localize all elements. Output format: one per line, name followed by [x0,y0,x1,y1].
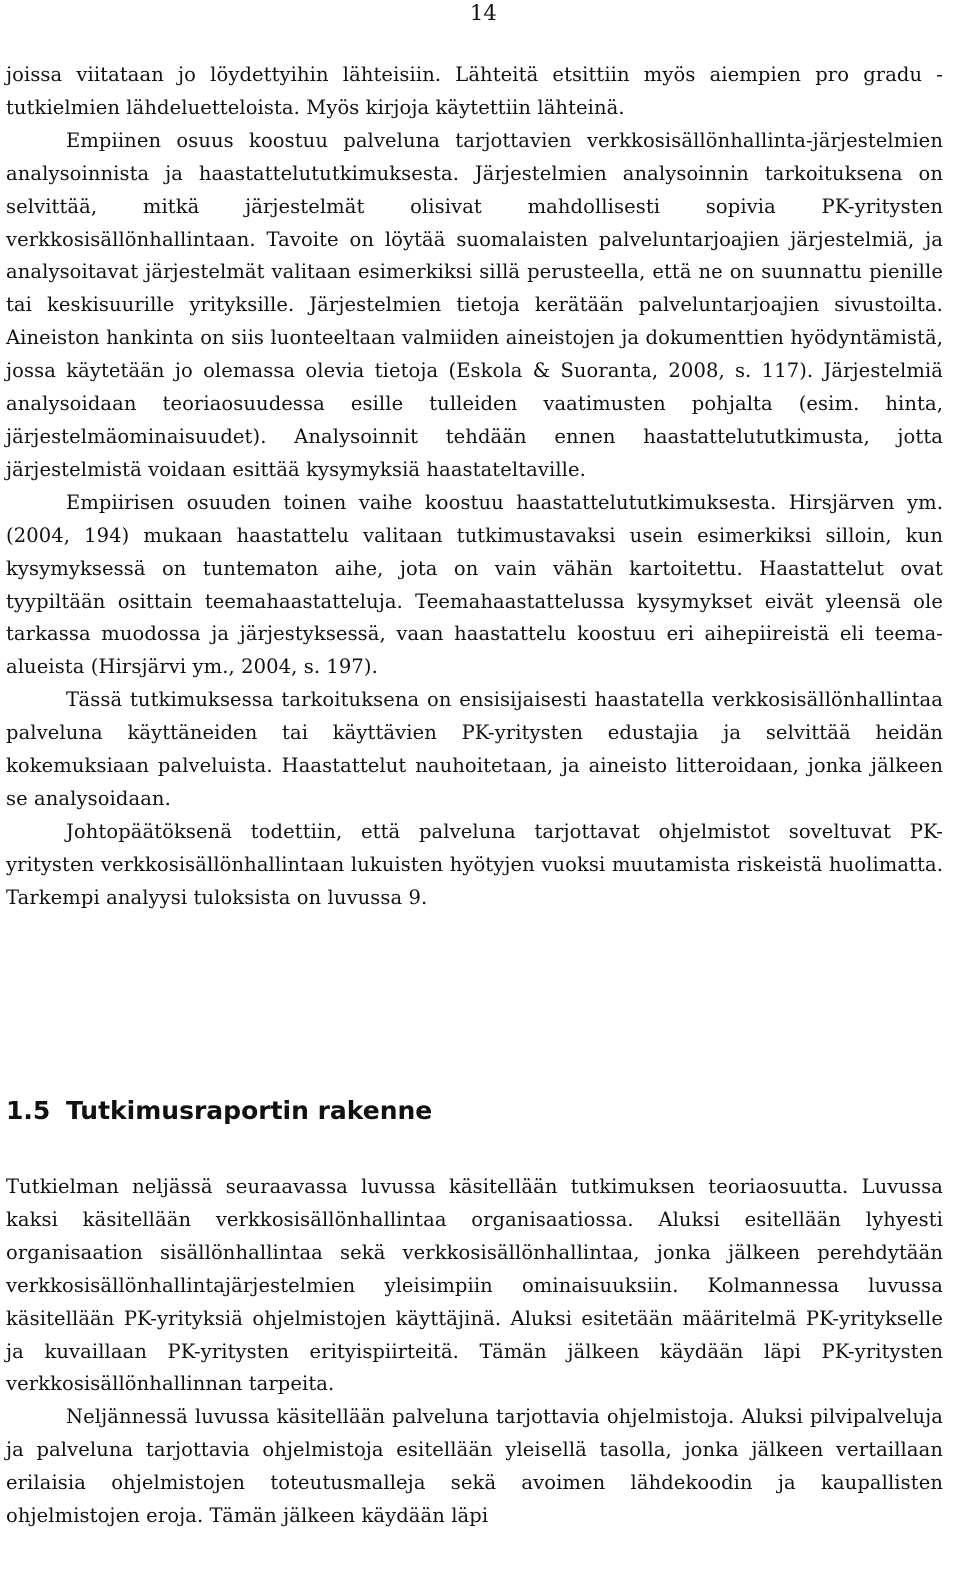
section-heading [6,1093,432,1129]
paragraph: joissa viitataan jo löydettyihin lähteisiin. Lähteitä etsittiin myös aiempien pro gradu -tutkielmien lähdeluetteloista. Myös kirjoja käytettiin lähteinä. [6,63,943,119]
paragraph: Johtopäätöksenä todettiin, että palveluna tarjottavat ohjelmistot soveltuvat PK-yritysten verkkosisällönhallintaan lukuisten hyötyjen vuoksi muutamista riskeistä huolimatta. Tarkempi analyysi tuloksista on luvussa 9. [6,819,943,909]
paragraph: Tutkielman neljässä seuraavassa luvussa käsitellään tutkimuksen teoriaosuutta. Luvussa kaksi käsitellään verkkosisällönhallintaa organisaatiossa. Aluksi esitellään lyhyesti organisaation sisällönhallintaa sekä verkkosisällönhallintaa, jonka jälkeen perehdytään verkkosisällönhallintajärjestelmien yleisimpiin ominaisuuksiin. Kolmannessa luvussa käsitellään PK-yrityksiä ohjelmistojen käyttäjinä. Aluksi esitetään määritelmä PK-yritykselle ja kuvaillaan PK-yritysten erityispiirteitä. Tämän jälkeen käydään läpi PK-yritysten verkkosisällönhallinnan tarpeita. [6,1175,943,1396]
paragraph: Neljännessä luvussa käsitellään palveluna tarjottavia ohjelmistoja. Aluksi pilvipalveluja ja palveluna tarjottavia ohjelmistoja esitellään yleisellä tasolla, jonka jälkeen vertaillaan erilaisia ohjelmistojen toteutusmalleja sekä avoimen lähdekoodin ja kaupallisten ohjelmistojen eroja. Tämän jälkeen käydään läpi [6,1405,943,1528]
section-number: 1.5 [6,1096,51,1125]
paragraph: Empiinen osuus koostuu palveluna tarjottavien verkkosisällönhallinta-järjestelmien analysoinnista ja haastattelututkimuksesta. Järjestelmien analysoinnin tarkoituksena on selvittää, mitkä järjestelmät olisivat mahdollisesti sopivia PK-yritysten verkkosisällönhallintaan. Tavoite on löytää suomalaisten palveluntarjoajien järjestelmiä, ja analysoitavat järjestelmät valitaan esimerkiksi sillä perusteella, että ne on suunnattu pienille tai keskisuurille yrityksille. Järjestelmien tietoja kerätään palveluntarjoajien sivustoilta. Aineiston hankinta on siis luonteeltaan valmiiden aineistojen ja dokumenttien hyödyntämistä, jossa käytetään jo olemassa olevia tietoja (Eskola & Suoranta, 2008, s. 117). Järjestelmiä analysoidaan teoriaosuudessa esille tulleiden vaatimusten pohjalta (esim. hinta, järjestelmäominaisuudet). Analysoinnit tehdään ennen haastattelututkimusta, jotta järjestelmistä voidaan esittää kysymyksiä haastateltaville. [6,128,943,481]
paragraph: Tässä tutkimuksessa tarkoituksena on ensisijaisesti haastatella verkkosisällönhallintaa palveluna käyttäneiden tai käyttävien PK-yritysten edustajia ja selvittää heidän kokemuksiaan palveluista. Haastattelut nauhoitetaan, ja aineisto litteroidaan, jonka jälkeen se analysoidaan. [6,688,943,810]
page-number: 14 [470,1,497,25]
section-title: Tutkimusraportin rakenne [66,1096,433,1125]
body-text-top [6,59,943,915]
paragraph: Empiirisen osuuden toinen vaihe koostuu haastattelututkimuksesta. Hirsjärven ym. (2004, 194) mukaan haastattelu valitaan tutkimustavaksi usein esimerkiksi silloin, kun kysymyksessä on tuntematon aihe, jota on vain vähän kartoitettu. Haastattelut ovat tyypiltään osittain teemahaastatteluja. Teemahaastattelussa kysymykset eivät yleensä ole tarkassa muodossa ja järjestyksessä, vaan haastattelu koostuu eri aihepiireistä eli teema-alueista (Hirsjärvi ym., 2004, s. 197). [6,490,943,679]
body-text-bottom [6,1171,943,1533]
